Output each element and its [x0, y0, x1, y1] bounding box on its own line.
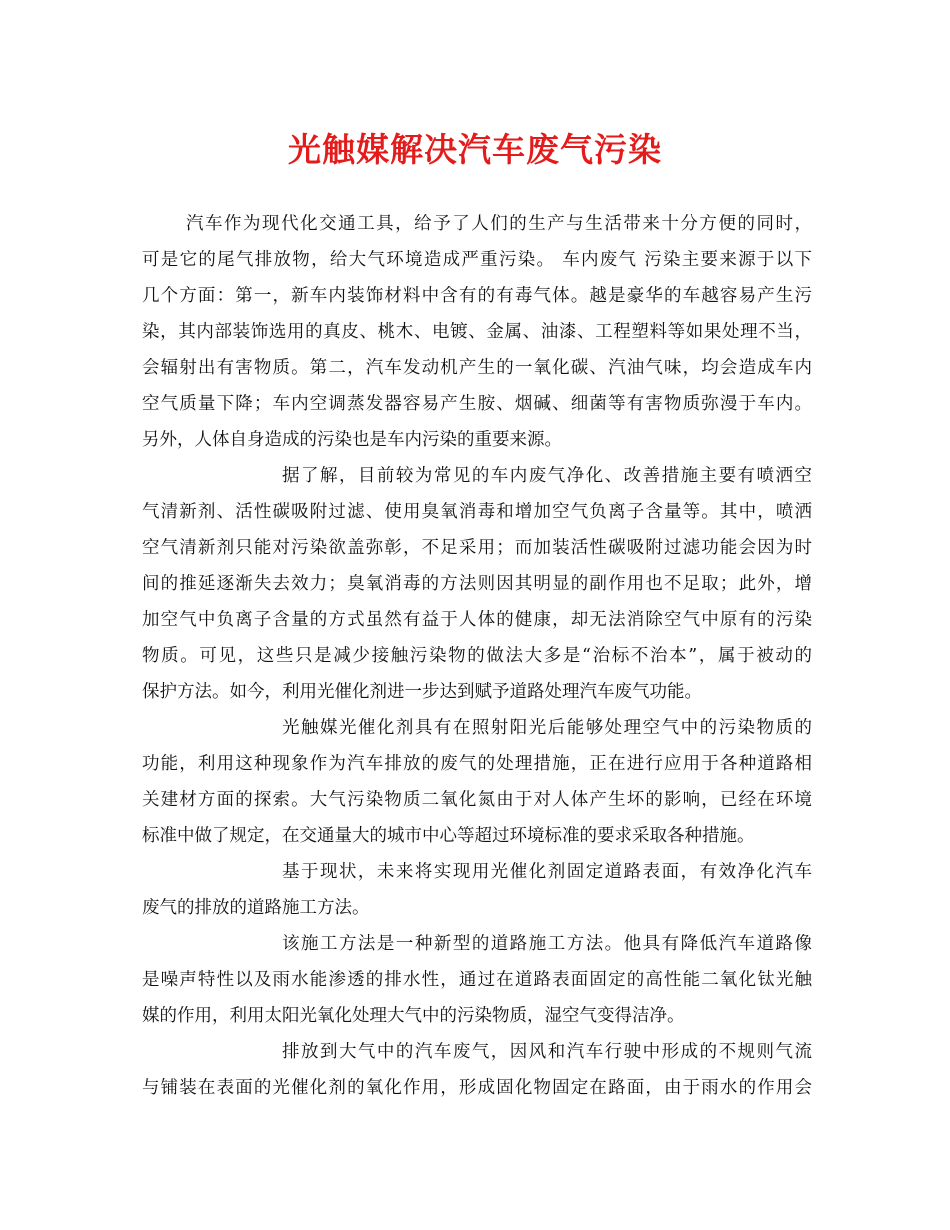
text-line: 间的推延逐渐失去效力；臭氧消毒的方法则因其明显的副作用也不足取；此外，增: [142, 574, 812, 594]
document-body: [142, 206, 812, 1106]
text-line: 是噪声特性以及雨水能渗透的排水性，通过在道路表面固定的高性能二氧化钛光触: [142, 970, 812, 990]
text-line: 气清新剂、活性碳吸附过滤、使用臭氧消毒和增加空气负离子含量等。其中，喷洒: [142, 502, 812, 522]
text-line: 加空气中负离子含量的方式虽然有益于人体的健康，却无法消除空气中原有的污染: [142, 610, 812, 630]
text-line: 汽车作为现代化交通工具，给予了人们的生产与生活带来十分方便的同时，: [186, 214, 812, 234]
text-line: 空气清新剂只能对污染欲盖弥彰，不足采用；而加装活性碳吸附过滤功能会因为时: [142, 538, 812, 558]
text-line: 与铺装在表面的光催化剂的氧化作用，形成固化物固定在路面，由于雨水的作用会: [142, 1078, 812, 1098]
text-line: 另外，人体自身造成的污染也是车内污染的重要来源。: [142, 430, 562, 450]
text-line: 据了解，目前较为常见的车内废气净化、改善措施主要有喷洒空: [282, 466, 812, 486]
text-line: 空气质量下降；车内空调蒸发器容易产生胺、烟碱、细菌等有害物质弥漫于车内。: [142, 394, 812, 414]
text-line: 关建材方面的探索。大气污染物质二氧化氮由于对人体产生坏的影响，已经在环境: [142, 790, 812, 810]
text-line: 排放到大气中的汽车废气，因风和汽车行驶中形成的不规则气流: [282, 1042, 812, 1062]
text-line: 几个方面：第一，新车内装饰材料中含有的有毒气体。越是豪华的车越容易产生污: [142, 286, 812, 306]
text-line: 基于现状，未来将实现用光催化剂固定道路表面，有效净化汽车: [282, 862, 812, 882]
text-line: 物质。可见，这些只是减少接触污染物的做法大多是“治标不治本”，属于被动的: [142, 646, 812, 666]
text-line: 该施工方法是一种新型的道路施工方法。他具有降低汽车道路像: [282, 934, 812, 954]
text-line: 废气的排放的道路施工方法。: [142, 898, 370, 918]
text-line: 会辐射出有害物质。第二，汽车发动机产生的一氧化碳、汽油气味，均会造成车内: [142, 358, 812, 378]
document-title: 光触媒解决汽车废气污染: [288, 130, 662, 169]
text-line: 功能，利用这种现象作为汽车排放的废气的处理措施，正在进行应用于各种道路相: [142, 754, 812, 774]
text-line: 可是它的尾气排放物，给大气环境造成严重污染。 车内废气 污染主要来源于以下: [142, 250, 812, 270]
text-line: 染，其内部装饰选用的真皮、桃木、电镀、金属、油漆、工程塑料等如果处理不当，: [142, 322, 812, 342]
text-line: 保护方法。如今，利用光催化剂进一步达到赋予道路处理汽车废气功能。: [142, 682, 702, 702]
text-line: 光触媒光催化剂具有在照射阳光后能够处理空气中的污染物质的: [282, 718, 812, 738]
text-line: 标准中做了规定，在交通量大的城市中心等超过环境标准的要求采取各种措施。: [142, 826, 755, 846]
text-line: 媒的作用，利用太阳光氧化处理大气中的污染物质，湿空气变得洁净。: [142, 1006, 685, 1026]
